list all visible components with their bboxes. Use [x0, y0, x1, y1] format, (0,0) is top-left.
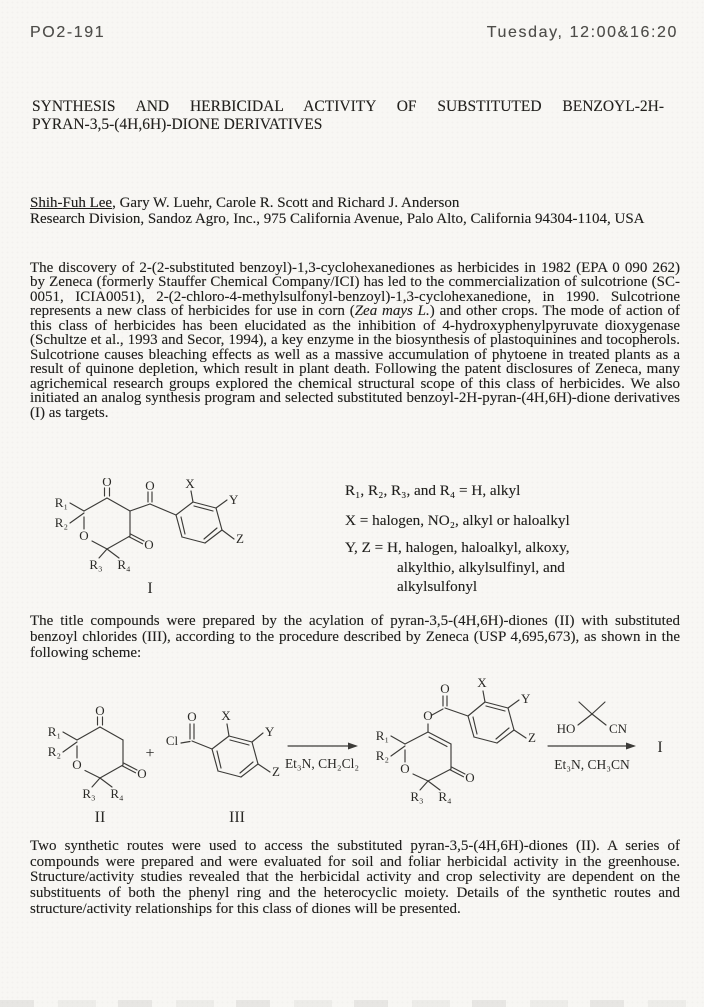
structure-iii-label: III — [229, 809, 245, 826]
ester-carbonyl-o: O — [440, 681, 450, 696]
phenyl-ring-bonds — [176, 491, 234, 543]
substituent-conditions — [345, 481, 675, 597]
arrow-1 — [288, 743, 358, 750]
r2-label: R₂ — [54, 515, 68, 530]
ii-r3: R₃ — [82, 786, 96, 801]
cyanohydrin-cn-label: CN — [608, 721, 628, 736]
paper-title-line1: SYNTHESIS AND HERBICIDAL ACTIVITY OF SUBSTITUTED BENZOYL-2H- — [32, 98, 664, 115]
cyanohydrin-ho-label: HO — [556, 721, 576, 736]
paper-title — [32, 98, 664, 133]
ester-o-label: O — [423, 708, 433, 723]
int-r3: R₃ — [410, 789, 424, 804]
iii-cl-label: Cl — [165, 733, 179, 748]
conditions-line-r: R₁, R₂, R₃, and R₄ = H, alkyl — [345, 482, 521, 499]
iii-z: Z — [272, 764, 280, 779]
authors-block — [30, 196, 680, 227]
int-r4: R₄ — [438, 789, 452, 804]
paper-title-line2: PYRAN-3,5-(4H,6H)-DIONE DERIVATIVES — [32, 115, 323, 133]
r3-label: R₃ — [89, 557, 103, 572]
z-substituent-label: Z — [236, 531, 244, 546]
iii-y: Y — [265, 724, 275, 739]
r1-label: R₁ — [54, 495, 68, 510]
conditions-line-x: X = halogen, NO₂, alkyl or haloalkyl — [345, 511, 570, 529]
iii-carbonyl-o: O — [187, 709, 197, 724]
x-substituent-label: X — [185, 478, 195, 491]
abstract-paragraph-3: Two synthetic routes were used to access the substituted pyran-3,5-(4H,6H)-diones (II). A series of compounds were prepared and were evaluated for soil and foliar herbicidal activity in the greenhouse. Structure/activity studies revealed that the herbicidal activity and crop selectivity are dependent on the substituents of both the phenyl ring and the heterocyclic moiety. Details of the synthetic routes and structure/activity relationships for this class of diones will be presented. — [30, 838, 680, 917]
ii-r2: R₂ — [47, 744, 61, 759]
cyanohydrin-bonds — [578, 702, 606, 725]
intermediate-bonds — [391, 691, 526, 790]
ii-carbonyl-o: O — [95, 703, 105, 718]
ii-r4: R₄ — [110, 786, 124, 801]
ketone-o-label: O — [144, 537, 154, 552]
arrow-2 — [548, 743, 636, 750]
session-time: Tuesday, 12:00&16:20 — [486, 24, 678, 41]
ii-ketone-o: O — [137, 766, 147, 781]
plus-sign: + — [145, 745, 155, 762]
scheme-product-label: I — [657, 739, 663, 756]
int-x: X — [477, 676, 487, 690]
int-r2: R₂ — [375, 748, 389, 763]
ii-ring-o: O — [72, 757, 82, 772]
structure-ii-bonds — [63, 717, 137, 787]
int-y: Y — [521, 691, 531, 706]
iii-x: X — [221, 708, 231, 723]
arrow1-conditions: Et₃N, CH₂Cl₂ — [284, 756, 360, 771]
conditions-line-yz2: alkylthio, alkylsulfinyl, and — [397, 558, 565, 576]
benzoyl-o-label: O — [145, 478, 155, 493]
structure-iii-bonds — [181, 724, 270, 777]
conditions-line-yz3: alkylsulfonyl — [397, 578, 478, 595]
y-substituent-label: Y — [229, 492, 239, 507]
int-r1: R₁ — [375, 728, 389, 743]
affiliation: Research Division, Sandoz Agro, Inc., 975 California Avenue, Palo Alto, California 94304-1104, USA — [30, 210, 645, 227]
pyranدione-ring-bonds — [70, 488, 144, 558]
ii-r1: R₁ — [47, 724, 61, 739]
int-ring-o: O — [400, 761, 410, 776]
conditions-line-yz: Y, Z = H, halogen, haloalkyl, alkoxy, — [345, 539, 570, 556]
structure-ii-label: II — [94, 809, 106, 826]
reaction-scheme-diagram — [0, 676, 704, 836]
structure-i-label: I — [147, 580, 153, 597]
int-z: Z — [528, 730, 536, 745]
arrow2-conditions: Et₃N, CH₃CN — [554, 757, 630, 772]
poster-number: PO2-191 — [30, 24, 106, 41]
carbonyl-o-label: O — [102, 478, 112, 489]
abstract-paragraph-2: The title compounds were prepared by the acylation of pyran-3,5-(4H,6H)-diones (II) with substituted benzoyl chlorides (III), according to the procedure described by Zeneca (USP 4,695,673), as shown in the following scheme: — [30, 613, 680, 661]
author-names: Shih-Fuh Lee, Gary W. Luehr, Carole R. Scott and Richard J. Anderson — [30, 195, 460, 211]
ring-o-label: O — [79, 528, 89, 543]
r4-label: R₄ — [117, 557, 131, 572]
scan-edge-artifact — [0, 1000, 704, 1007]
benzoyl-bridge-bonds — [130, 492, 176, 515]
int-ketone-o: O — [465, 770, 475, 785]
abstract-paragraph-1: The discovery of 2-(2-substituted benzoyl)-1,3-cyclohexanediones as herbicides in 1982 (EPA 0 090 262) by Zeneca (formerly Stauffer Chemical Company/ICI) has led to the commercialization of sulcotrione (SC-0051, ICIA0051), 2-(2-chloro-4-methylsulfonyl-benzoyl)-1,3-cyclohexanedione, in 1990. Sulcotrione represents a new class of herbicides for use in corn (Zea mays L.) and other crops. The mode of action of this class of herbicides has been elucidated as the inhibition of 4-hydroxyphenylpyruvate dioxygenase (Schultze et al., 1993 and Secor, 1994), a key enzyme in the biosynthesis of plastoquinines and tocopherols. Sulcotrione causes bleaching effects as well as a massive accumulation of phytoene in treated plants as a result of quinone depletion, which result in plant death. Following the patent disclosures of Zeneca, many agrichemical research groups explored the chemical structural scope of this class of herbicides. We also initiated an analog synthesis program and selected substituted benzoyl-2H-pyran-(4H,6H)-dione derivatives (I) as targets. — [30, 260, 681, 421]
